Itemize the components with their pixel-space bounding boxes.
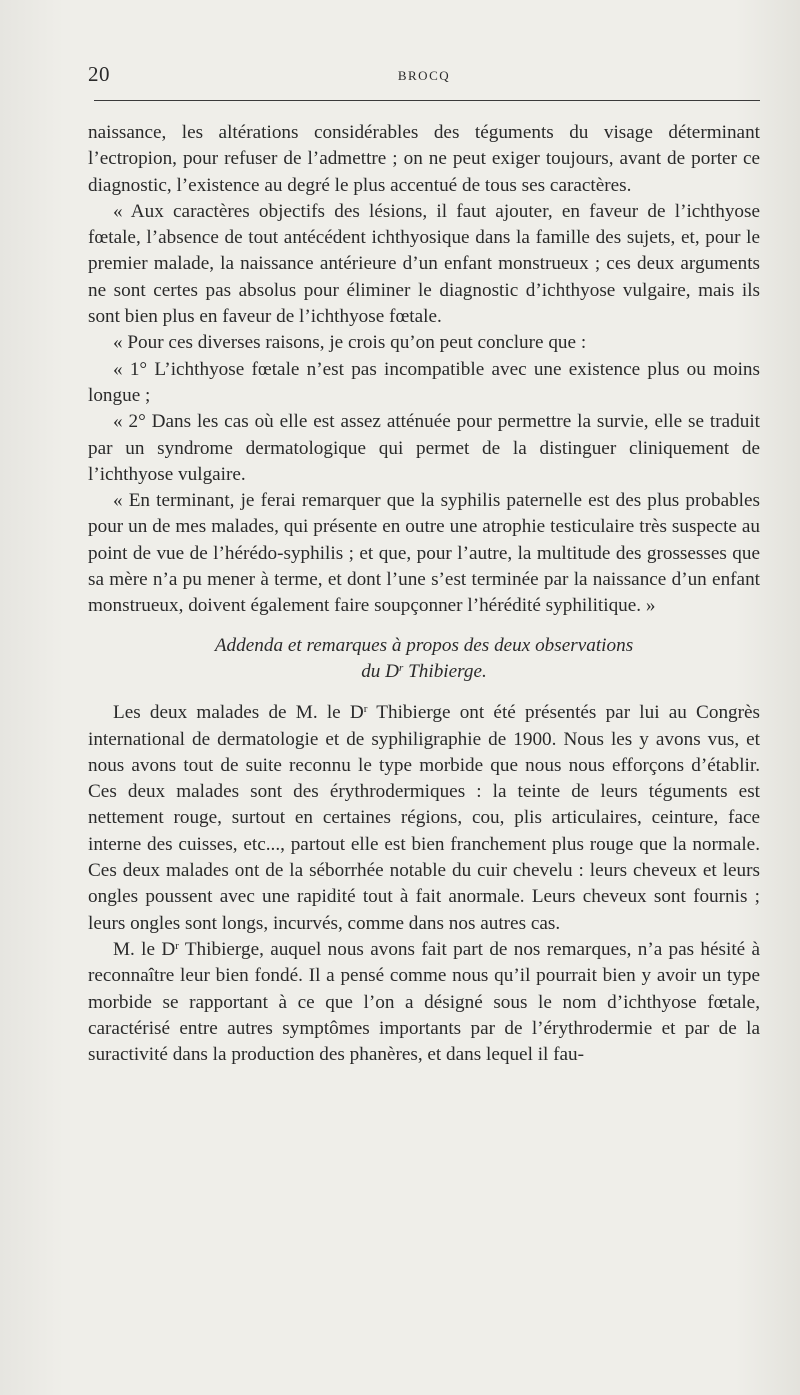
- paragraph: [88, 700, 760, 937]
- paragraph: « En terminant, je ferai remarquer que la syphilis paternelle est des plus probables pour un de mes malades, qui présente en outre une atrophie testiculaire très suspecte au point de vue de l’hérédo-syphilis ; et que, pour l’autre, la multitude des grossesses que sa mère n’a pu mener à terme, et dont l’une s’est terminée par la naissance d’un enfant monstrueux, doivent également faire soupçonner l’hérédité syphilitique. »: [88, 490, 760, 617]
- paragraph-part: M. le D: [113, 938, 176, 960]
- section-heading-line1: Addenda et remarques à propos des deux observations: [214, 634, 634, 656]
- paragraph-part: Thibierge ont été présentés par lui au Congrès international de dermatologie et de syphiligraphie de 1900. Nous les y avons vus, et nous avons tout de suite reconnu le type morbide que nous nous efforçons d’établir. Ces deux malades sont des érythrodermiques : la teinte de leurs téguments est nettement rouge, surtout en certaines régions, cou, plis articulaires, ceinture, face interne des cuisses, etc..., partout elle est bien franchement plus rouge que la normale. Ces deux malades ont de la séborrhée notable du cuir chevelu : leurs cheveux et leurs ongles poussent avec une rapidité tout à fait anormale. Leurs cheveux sont fournis ; leurs ongles sont longs, incurvés, comme dans nos autres cas.: [88, 702, 761, 934]
- paragraph-part: Thibierge, auquel nous avons fait part de nos remarques, n’a pas hésité à reconnaître leur bien fondé. Il a pensé comme nous qu’il pourrait bien y avoir un type morbide se rapportant à ce que l’on a désigné sous le nom d’ichthyose fœtale, caractérisé entre autres symptômes importants par de l’érythrodermie et par de la suractivité dans la production des phanères, et dans lequel il fau-: [88, 938, 761, 1066]
- paragraph: « 1° L’ichthyose fœtale n’est pas incompatible avec une existence plus ou moins longue ;: [88, 358, 760, 406]
- section-heading-line2-after: Thibierge.: [403, 660, 487, 682]
- running-head: BROCQ: [397, 68, 451, 83]
- superscript: r: [363, 703, 368, 716]
- section-heading-line2-before: du D: [361, 660, 400, 682]
- paragraph-part: Les deux malades de M. le D: [113, 702, 364, 724]
- superscript: r: [175, 939, 179, 952]
- section-heading-sup: r: [399, 661, 404, 674]
- paragraph: « 2° Dans les cas où elle est assez atténuée pour permettre la survie, elle se traduit par un syndrome dermatologique qui permet de la distinguer cliniquement de l’ichthyose vulgaire.: [88, 411, 760, 485]
- header-rule: [94, 100, 760, 101]
- page-number: 20: [88, 62, 110, 86]
- paragraph: « Aux caractères objectifs des lésions, il faut ajouter, en faveur de l’ichthyose fœtale, l’absence de tout antécédent ichthyosique dans la famille des sujets, et, pour le premier malade, la naissance antérieure d’un enfant monstrueux ; ces deux arguments ne sont certes pas absolus pour éliminer le diagnostic d’ichthyose vulgaire, mais ils sont bien plus en faveur de l’ichthyose fœtale.: [88, 200, 760, 328]
- paragraph: « Pour ces diverses raisons, je crois qu’on peut conclure que :: [113, 332, 587, 354]
- body-text: [88, 120, 760, 1068]
- paragraph: naissance, les altérations considérables des téguments du visage déterminant l’ectropion, pour refuser de l’admettre ; on ne peut exiger toujours, avant de porter ce diagnostic, l’existence au degré le plus accentué de tous ses caractères.: [88, 122, 760, 196]
- section-heading: [88, 633, 760, 686]
- page-header: [88, 60, 760, 90]
- paragraph: [88, 937, 760, 1068]
